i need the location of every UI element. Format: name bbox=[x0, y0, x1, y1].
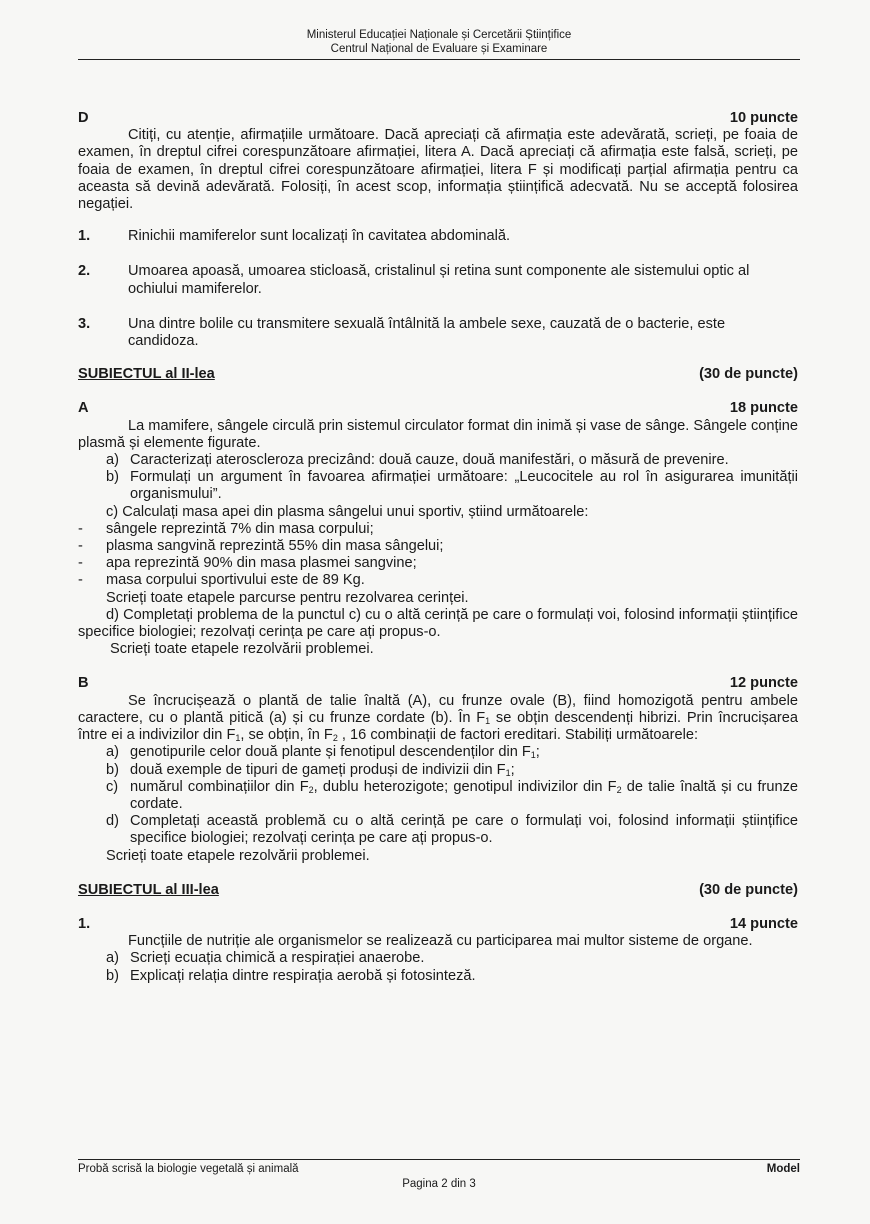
question-1-points: 14 puncte bbox=[729, 915, 798, 932]
part-a-question-b: b) Formulați un argument în favoarea afirmației următoare: „Leucocitele au rol în asigurarea imunității organismului”. bbox=[106, 469, 798, 503]
statement-number: 1. bbox=[78, 228, 91, 245]
subject-3-heading bbox=[78, 882, 798, 899]
part-b-heading bbox=[78, 675, 798, 692]
subject-2-heading bbox=[78, 366, 798, 383]
subject-3-points: (30 de puncte) bbox=[699, 881, 798, 898]
footer-divider bbox=[78, 1159, 800, 1160]
footer-exam-name: Probă scrisă la biologie vegetală și animală bbox=[78, 1163, 299, 1175]
section-d-points: 10 puncte bbox=[729, 110, 798, 126]
part-b-question-b: b) două exemple de tipuri de gameți produși de indivizii din $F_1$; bbox=[106, 761, 515, 778]
part-b-note: Scrieți toate etapele rezolvării problemei. bbox=[106, 847, 370, 864]
statement-text: Umoarea apoasă, umoarea sticloasă, cristalinul și retina sunt componente ale sistemului optic al ochiului mamiferelor. bbox=[128, 263, 750, 297]
part-a-c-note: Scrieți toate etapele parcurse pentru rezolvarea cerinței. bbox=[106, 589, 469, 606]
section-d-intro: Citiți, cu atenție, afirmațiile următoare. Dacă apreciați că afirmația este adevărată, scrieți, pe foaia de examen, în dreptul cifrei corespunzătoare afirmației, litera A. Dacă apreciați că afirmația este falsă, scrieți, pe foaia de examen, în dreptul cifrei corespunzătoare afirmației, litera F și modificați parțial afirmația pentru ca aceasta să devină adevărată. Folosiți, în acest scop, informația științifică adecvată. Nu se acceptă folosirea negației. bbox=[78, 127, 798, 213]
question-1-b: b) Explicați relația dintre respirația aerobă și fotosinteză. bbox=[106, 967, 476, 984]
subject-2-title: SUBIECTUL al II-lea bbox=[78, 366, 215, 383]
section-d-label: D bbox=[78, 110, 89, 126]
data-bullet: - sângele reprezintă 7% din masa corpului; bbox=[78, 520, 374, 537]
part-a-question-d: d) Completați problema de la punctul c) cu o altă cerință pe care o formulați voi, folosind informații științifice specifice biologiei; rezolvați cerința pe care ați propus-o. bbox=[78, 606, 798, 641]
part-a-label: A bbox=[78, 400, 89, 417]
part-b-points: 12 puncte bbox=[729, 675, 798, 692]
part-a-heading bbox=[78, 400, 798, 417]
part-b-question-a: a) genotipurile celor două plante și fenotipul descendenților din $F_1$; bbox=[106, 744, 540, 761]
statement-text: Rinichii mamiferelor sunt localizați în cavitatea abdominală. bbox=[128, 228, 511, 245]
part-b-question-d: d) Completați această problemă cu o altă cerință pe care o formulați voi, folosind informații științifice specifice biologiei; rezolvați cerința pe care ați propus-o. bbox=[106, 813, 798, 847]
section-d-heading bbox=[78, 110, 798, 127]
part-a-points: 18 puncte bbox=[729, 400, 798, 417]
question-1-heading bbox=[78, 916, 798, 933]
question-1-label: 1. bbox=[78, 915, 91, 932]
question-1-a: a) Scrieți ecuația chimică a respirației anaerobe. bbox=[106, 950, 425, 967]
part-b-intro: Se încrucișează o plantă de talie înaltă (A), cu frunze ovale (B), fiind homozigotă pentru ambele caractere, cu o plantă pitică (a) și cu frunze cordate (b). În $F_1$ se obțin descendenți hibrizi. Prin încrucișarea între ei a indivizilor din $F_1$, se obțin, în $F_2$ , 16 combinații de factori ereditari. Stabiliți următoarele: bbox=[78, 692, 798, 744]
center-line: Centrul Național de Evaluare și Examinare bbox=[330, 43, 548, 55]
footer-model-label: Model bbox=[766, 1163, 800, 1175]
page-number: Pagina 2 din 3 bbox=[402, 1178, 476, 1190]
statement-number: 2. bbox=[78, 263, 91, 280]
page-header bbox=[78, 28, 800, 60]
subject-3-title: SUBIECTUL al III-lea bbox=[78, 881, 219, 898]
statement-text: Una dintre bolile cu transmitere sexuală întâlnită la ambele sexe, cauzată de o bacterie, este candidoza. bbox=[128, 315, 726, 350]
question-1-intro: Funcțiile de nutriție ale organismelor se realizează cu participarea mai multor sisteme de organe. bbox=[128, 933, 753, 950]
part-a-question-c: c) Calculați masa apei din plasma sângelui unui sportiv, știind următoarele: bbox=[106, 503, 589, 520]
page-content bbox=[78, 110, 798, 985]
data-bullet: - apa reprezintă 90% din masa plasmei sangvine; bbox=[78, 555, 417, 572]
data-bullet: - masa corpului sportivului este de 89 Kg. bbox=[78, 572, 365, 589]
ministry-line: Ministerul Educației Naționale și Cercetării Științifice bbox=[306, 29, 572, 41]
part-a-question-a: a) Caracterizați ateroscleroza precizând: două cauze, două manifestări, o măsură de prevenire. bbox=[106, 452, 729, 469]
page-footer bbox=[78, 1162, 800, 1192]
subject-2-points: (30 de puncte) bbox=[699, 366, 798, 383]
statement-item bbox=[78, 263, 798, 297]
statement-number: 3. bbox=[78, 315, 91, 332]
part-a-d-note: Scrieți toate etapele rezolvării problemei. bbox=[110, 641, 374, 658]
part-b-question-c: c) numărul combinațiilor din $F_2$, dublu heterozigote; genotipul indivizilor din $F_2$ de talie înaltă și cu frunze cordate. bbox=[106, 778, 798, 812]
statement-item bbox=[78, 228, 798, 245]
part-a-intro: La mamifere, sângele circulă prin sistemul circulator format din inimă și vase de sânge. Sângele conține plasmă și elemente figurate. bbox=[78, 417, 799, 451]
statement-item bbox=[78, 316, 798, 350]
data-bullet: - plasma sangvină reprezintă 55% din masa sângelui; bbox=[78, 538, 444, 555]
part-b-label: B bbox=[78, 675, 89, 692]
